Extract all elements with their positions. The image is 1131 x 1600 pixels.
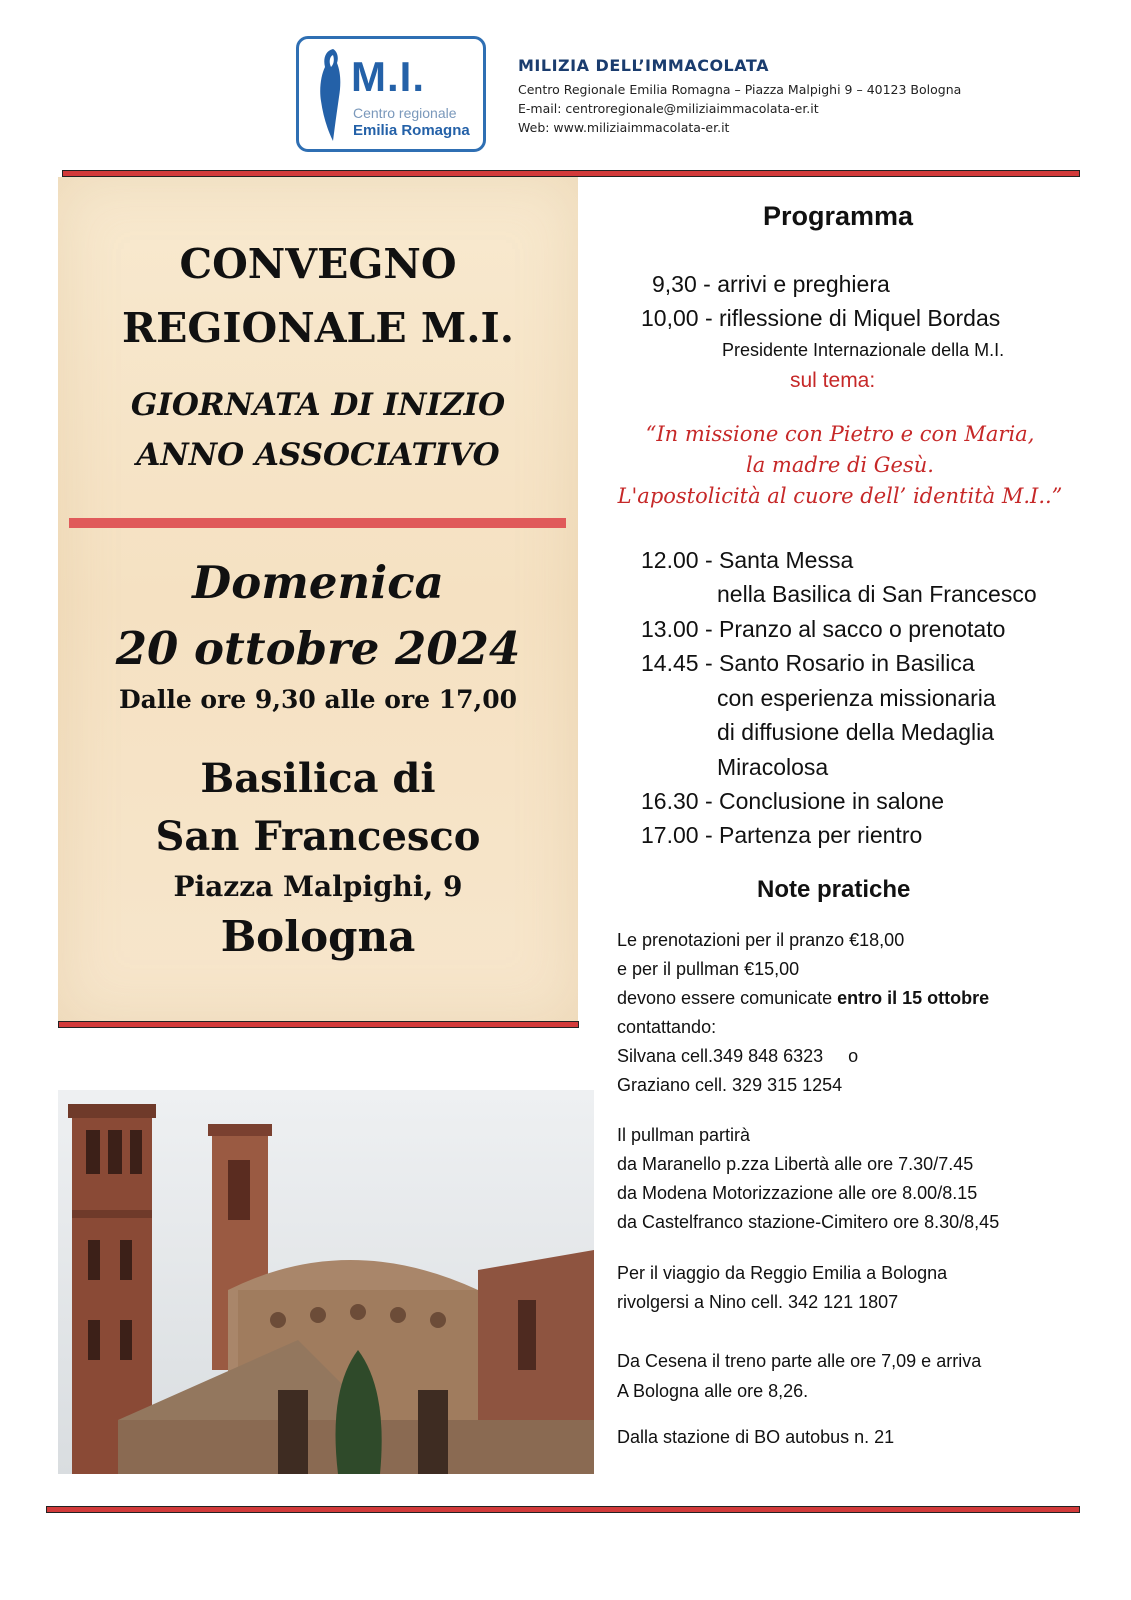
- logo: [296, 36, 486, 152]
- note-bus-line-3: da Modena Motorizzazione alle ore 8.00/8.15: [617, 1183, 978, 1203]
- programma-item-1: 9,30 - arrivi e preghiera: [652, 271, 890, 297]
- panel-bottom-rule: [58, 1021, 579, 1028]
- note-bus-line-2: da Maranello p.zza Libertà alle ore 7.30/7.45: [617, 1154, 974, 1174]
- org-name: MILIZIA DELL’IMMACOLATA: [518, 56, 769, 75]
- basilica-photo: [58, 1090, 594, 1474]
- programma-item-2-sub: Presidente Internazionale della M.I.: [722, 340, 1005, 360]
- programma-item-4: 13.00 - Pranzo al sacco o prenotato: [641, 616, 1006, 642]
- logo-line-1: Centro regionale: [353, 105, 457, 121]
- programma-item-5-sub-3: Miracolosa: [717, 754, 829, 780]
- tema-label: sul tema:: [790, 369, 876, 392]
- note-reggio-line-2: rivolgersi a Nino cell. 342 121 1807: [617, 1292, 899, 1312]
- note-contact-graziano: Graziano cell. 329 315 1254: [617, 1075, 843, 1095]
- note-booking-line-3-text: devono essere comunicate: [617, 988, 838, 1008]
- programma-item-5-sub-1: con esperienza missionaria: [717, 685, 996, 711]
- note-bus-station: Dalla stazione di BO autobus n. 21: [617, 1427, 895, 1447]
- note-booking-line-3: [617, 988, 989, 1009]
- header-rule: [62, 170, 1080, 177]
- programma-item-5-sub-2: di diffusione della Medaglia: [717, 719, 995, 745]
- logo-line-2: Emilia Romagna: [353, 122, 470, 139]
- note-booking-line-2: e per il pullman €15,00: [617, 959, 800, 979]
- note-title: Note pratiche: [757, 876, 911, 903]
- venue-address: Piazza Malpighi, 9: [173, 870, 463, 903]
- footer-rule: [46, 1506, 1080, 1513]
- programma-item-7: 17.00 - Partenza per rientro: [641, 822, 923, 848]
- venue-city: Bologna: [220, 912, 416, 961]
- event-hours: Dalle ore 9,30 alle ore 17,00: [118, 685, 518, 714]
- event-title-line-1: CONVEGNO: [179, 240, 457, 288]
- event-day: Domenica: [192, 556, 444, 609]
- programma-item-2: 10,00 - riflessione di Miquel Bordas: [641, 305, 1001, 331]
- note-bus-line-4: da Castelfranco stazione-Cimitero ore 8.30/8,45: [617, 1212, 1000, 1232]
- event-subtitle-line-2: ANNO ASSOCIATIVO: [136, 437, 500, 473]
- note-reggio-line-1: Per il viaggio da Reggio Emilia a Bologna: [617, 1263, 948, 1283]
- programma-item-3-sub: nella Basilica di San Francesco: [717, 581, 1037, 607]
- org-web: Web: www.miliziaimmacolata-er.it: [518, 120, 730, 135]
- org-email: E-mail: centroregionale@miliziaimmacolata-er.it: [518, 101, 819, 116]
- note-cesena-line-2: A Bologna alle ore 8,26.: [617, 1381, 809, 1401]
- tema-line-2: la madre di Gesù.: [746, 453, 934, 477]
- venue-line-2: San Francesco: [155, 813, 481, 860]
- note-booking-line-4: contattando:: [617, 1017, 717, 1037]
- note-booking-line-1: Le prenotazioni per il pranzo €18,00: [617, 930, 905, 950]
- programma-item-5: 14.45 - Santo Rosario in Basilica: [641, 650, 975, 676]
- programma-item-3: 12.00 - Santa Messa: [641, 547, 854, 573]
- note-booking-deadline: entro il 15 ottobre: [837, 988, 990, 1008]
- note-bus-line-1: Il pullman partirà: [617, 1125, 751, 1145]
- org-address: Centro Regionale Emilia Romagna – Piazza Malpighi 9 – 40123 Bologna: [518, 82, 962, 97]
- logo-letters: M.I.: [351, 53, 425, 100]
- panel-divider: [69, 518, 566, 528]
- event-subtitle-line-1: GIORNATA DI INIZIO: [130, 387, 506, 423]
- programma-title: Programma: [763, 201, 914, 231]
- venue-line-1: Basilica di: [200, 755, 436, 802]
- event-title-line-2: REGIONALE M.I.: [122, 304, 514, 352]
- programma-item-6: 16.30 - Conclusione in salone: [641, 788, 945, 814]
- tema-line-3: L'apostolicità al cuore dell’ identità M.I..”: [617, 484, 1063, 508]
- tema-line-1: “In missione con Pietro e con Maria,: [645, 422, 1035, 446]
- note-cesena-line-1: Da Cesena il treno parte alle ore 7,09 e arriva: [617, 1351, 982, 1371]
- note-contact-silvana: Silvana cell.349 848 6323 o: [617, 1046, 859, 1066]
- madonna-figure-icon: [311, 45, 351, 145]
- event-date: 20 ottobre 2024: [115, 622, 521, 675]
